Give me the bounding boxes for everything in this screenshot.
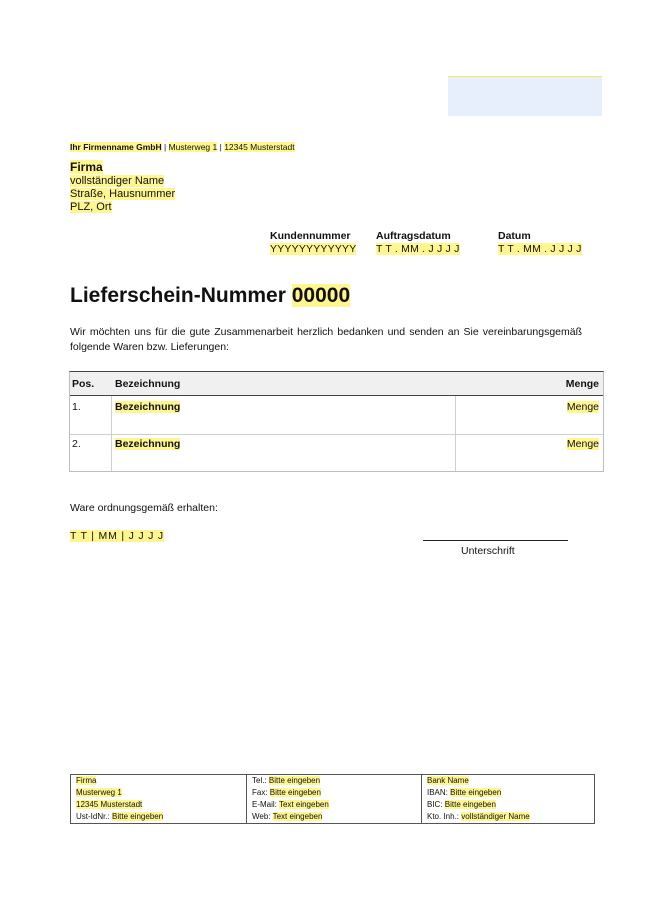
customer-number-label: Kundennummer <box>270 230 351 242</box>
footer-fax-value: Bitte eingeben <box>269 788 321 797</box>
footer-contact-column <box>246 775 421 823</box>
row-2-pos: 2. <box>72 438 81 450</box>
footer-street: Musterweg 1 <box>76 788 122 797</box>
recipient-street: Straße, Hausnummer <box>70 188 176 200</box>
recipient-address <box>70 161 175 214</box>
row-1-description: Bezeichnung <box>115 401 181 413</box>
footer-tel-value: Bitte eingeben <box>268 776 321 785</box>
delivery-note-number: 00000 <box>291 284 351 307</box>
footer-bank-column <box>421 775 594 823</box>
recipient-name: vollständiger Name <box>70 175 165 187</box>
received-date: T T | MM | J J J J <box>70 530 164 542</box>
sender-separator: | <box>217 142 225 152</box>
header-pos: Pos. <box>72 378 95 390</box>
footer-vat-value: Bitte eingeben <box>112 812 164 821</box>
footer-web-value: Text eingeben <box>272 812 323 821</box>
footer-web-label: Web: <box>252 812 273 821</box>
footer-tel-label: Tel.: <box>252 776 269 785</box>
header-description: Bezeichnung <box>115 378 181 390</box>
footer-bank-name: Bank Name <box>427 776 469 785</box>
footer-city: 12345 Musterstadt <box>76 800 143 809</box>
customer-number-value: YYYYYYYYYYYY <box>270 243 357 255</box>
row-2-quantity: Menge <box>566 438 599 450</box>
signature-line <box>423 540 568 541</box>
sender-city: 12345 Musterstadt <box>224 142 295 152</box>
recipient-city: PLZ, Ort <box>70 201 112 213</box>
intro-text: Wir möchten uns für die gute Zusammenarbeit herzlich bedanken und senden an Sie vereinbarungsgemäß folgende Waren bzw. Lieferungen: <box>70 326 582 353</box>
logo-placeholder <box>448 76 602 116</box>
row-divider <box>70 434 603 435</box>
row-2-description: Bezeichnung <box>115 438 181 450</box>
footer-email-label: E-Mail: <box>252 800 279 809</box>
footer-vat-label: Ust-IdNr.: <box>76 812 113 821</box>
title-text: Lieferschein-Nummer <box>70 284 292 307</box>
footer-bic-label: BIC: <box>427 800 445 809</box>
header-quantity: Menge <box>565 378 599 390</box>
footer <box>70 774 595 824</box>
page-title <box>70 284 350 308</box>
footer-fax-label: Fax: <box>252 788 270 797</box>
footer-owner-label: Kto. Inh.: <box>427 812 462 821</box>
row-1-quantity: Menge <box>566 401 599 413</box>
sender-separator: | <box>161 142 169 152</box>
footer-company-column <box>71 775 246 823</box>
sender-company: Ihr Firmenname GmbH <box>70 142 162 152</box>
order-date-label: Auftragsdatum <box>376 230 451 242</box>
date-label: Datum <box>498 230 531 242</box>
recipient-company: Firma <box>70 160 103 174</box>
footer-bic-value: Bitte eingeben <box>444 800 496 809</box>
signature-label: Unterschrift <box>461 545 515 557</box>
date-value: T T . MM . J J J J <box>498 243 582 255</box>
footer-iban-value: Bitte eingeben <box>450 788 502 797</box>
sender-line <box>70 142 295 152</box>
order-date-value: T T . MM . J J J J <box>376 243 460 255</box>
received-text: Ware ordnungsgemäß erhalten: <box>70 502 218 514</box>
footer-company: Firma <box>76 776 97 785</box>
footer-owner-value: vollständiger Name <box>461 812 530 821</box>
items-table <box>69 371 604 472</box>
footer-iban-label: IBAN: <box>427 788 451 797</box>
row-1-pos: 1. <box>72 401 81 413</box>
sender-street: Musterweg 1 <box>168 142 218 152</box>
footer-email-value: Text eingeben <box>278 800 329 809</box>
